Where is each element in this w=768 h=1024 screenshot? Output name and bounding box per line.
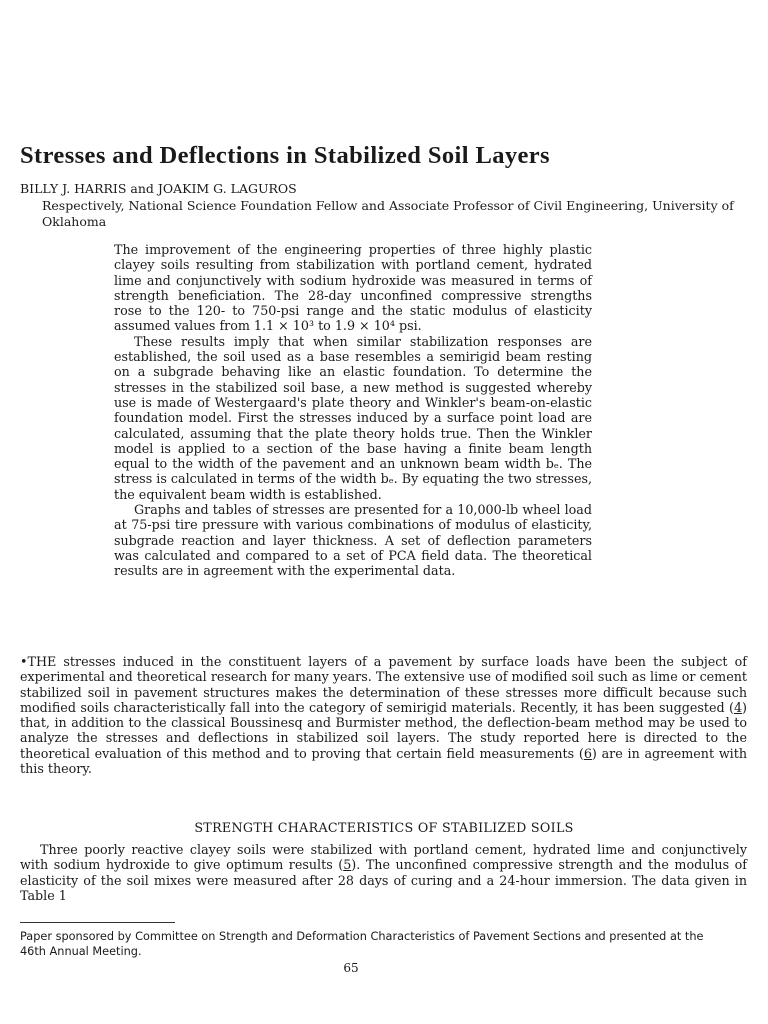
introduction-paragraph <box>20 654 747 776</box>
reference-5: 5 <box>343 857 352 873</box>
intro-text-3: ) are in agreement with this theory. <box>20 745 748 777</box>
section-body <box>20 842 747 903</box>
footnote: Paper sponsored by Committee on Strength and Deformation Characteristics of Pavement Sections and presented at the 46th Annual Meeting. <box>20 930 704 958</box>
introduction <box>20 654 747 776</box>
abstract-paragraph-3: Graphs and tables of stresses are presented for a 10,000-lb wheel load at 75-psi tire pressure with various combinations of modulus of elasticity, subgrade reaction and layer thickness. A set of deflection parameters was calculated and compared to a set of PCA field data. The theoretical results are in agreement with the experimental data. <box>114 502 592 579</box>
section-paragraph <box>20 842 747 903</box>
reference-6: 6 <box>583 745 592 761</box>
abstract-paragraph-2: These results imply that when similar stabilization responses are established, the soil used as a base resembles a semirigid beam resting on a subgrade behaving like an elastic foundation. To determine the stresses in the stabilized soil base, a new method is suggested whereby use is made of Westergaard's plate theory and Winkler's beam-on-elastic foundation model. First the stresses induced by a surface point load are calculated, assuming that the plate theory holds true. Then the Winkler model is applied to a section of the base having a finite beam length equal to the width of the pavement and an unknown beam width bₑ. The stress is calculated in terms of the width bₑ. By equating the two stresses, the equivalent beam width is established. <box>114 333 592 502</box>
section-text-2: ). The unconfined compressive strength and the modulus of elasticity of the soil mixes were measured after 28 days of curing and a 24-hour immersion. The data given in Table 1 <box>20 857 748 903</box>
page-number: 65 <box>343 961 359 975</box>
footnote-divider <box>20 922 175 923</box>
reference-4: 4 <box>733 699 743 715</box>
paper-authors: BILLY J. HARRIS and JOAKIM G. LAGUROS <box>20 181 297 196</box>
author-affiliation: Respectively, National Science Foundation Fellow and Associate Professor of Civil Engineering, University of Oklahoma <box>42 198 734 229</box>
section-text-1: Three poorly reactive clayey soils were stabilized with portland cement, hydrated lime and conjunctively with sodium hydroxide to give optimum results ( <box>20 842 747 873</box>
abstract-paragraph-1: The improvement of the engineering properties of three highly plastic clayey soils resulting from stabilization with portland cement, hydrated lime and conjunctively with sodium hydroxide was measured in terms of strength beneficiation. The 28-day unconfined compressive strengths rose to the 120- to 750-psi range and the static modulus of elasticity assumed values from 1.1 × 10³ to 1.9 × 10⁴ psi. <box>114 242 592 334</box>
section-heading: STRENGTH CHARACTERISTICS OF STABILIZED SOILS <box>194 820 574 835</box>
intro-text-2: ) that, in addition to the classical Boussinesq and Burmister method, the deflection-beam method may be used to analyze the stresses and deflections in stabilized soil layers. The study reported here is directed to the theoretical evaluation of this method and to proving that certain field measurements ( <box>20 699 747 761</box>
intro-text-1: •THE stresses induced in the constituent layers of a pavement by surface loads have been the subject of experimental and theoretical research for many years. The extensive use of modified soil such as lime or cement stabilized soil in pavement structures makes the determination of these stresses more difficult because such modified soils characteristically fall into the category of semirigid materials. Recently, it has been suggested ( <box>20 654 747 715</box>
paper-title: Stresses and Deflections in Stabilized Soil Layers <box>20 142 550 169</box>
abstract <box>114 242 592 579</box>
